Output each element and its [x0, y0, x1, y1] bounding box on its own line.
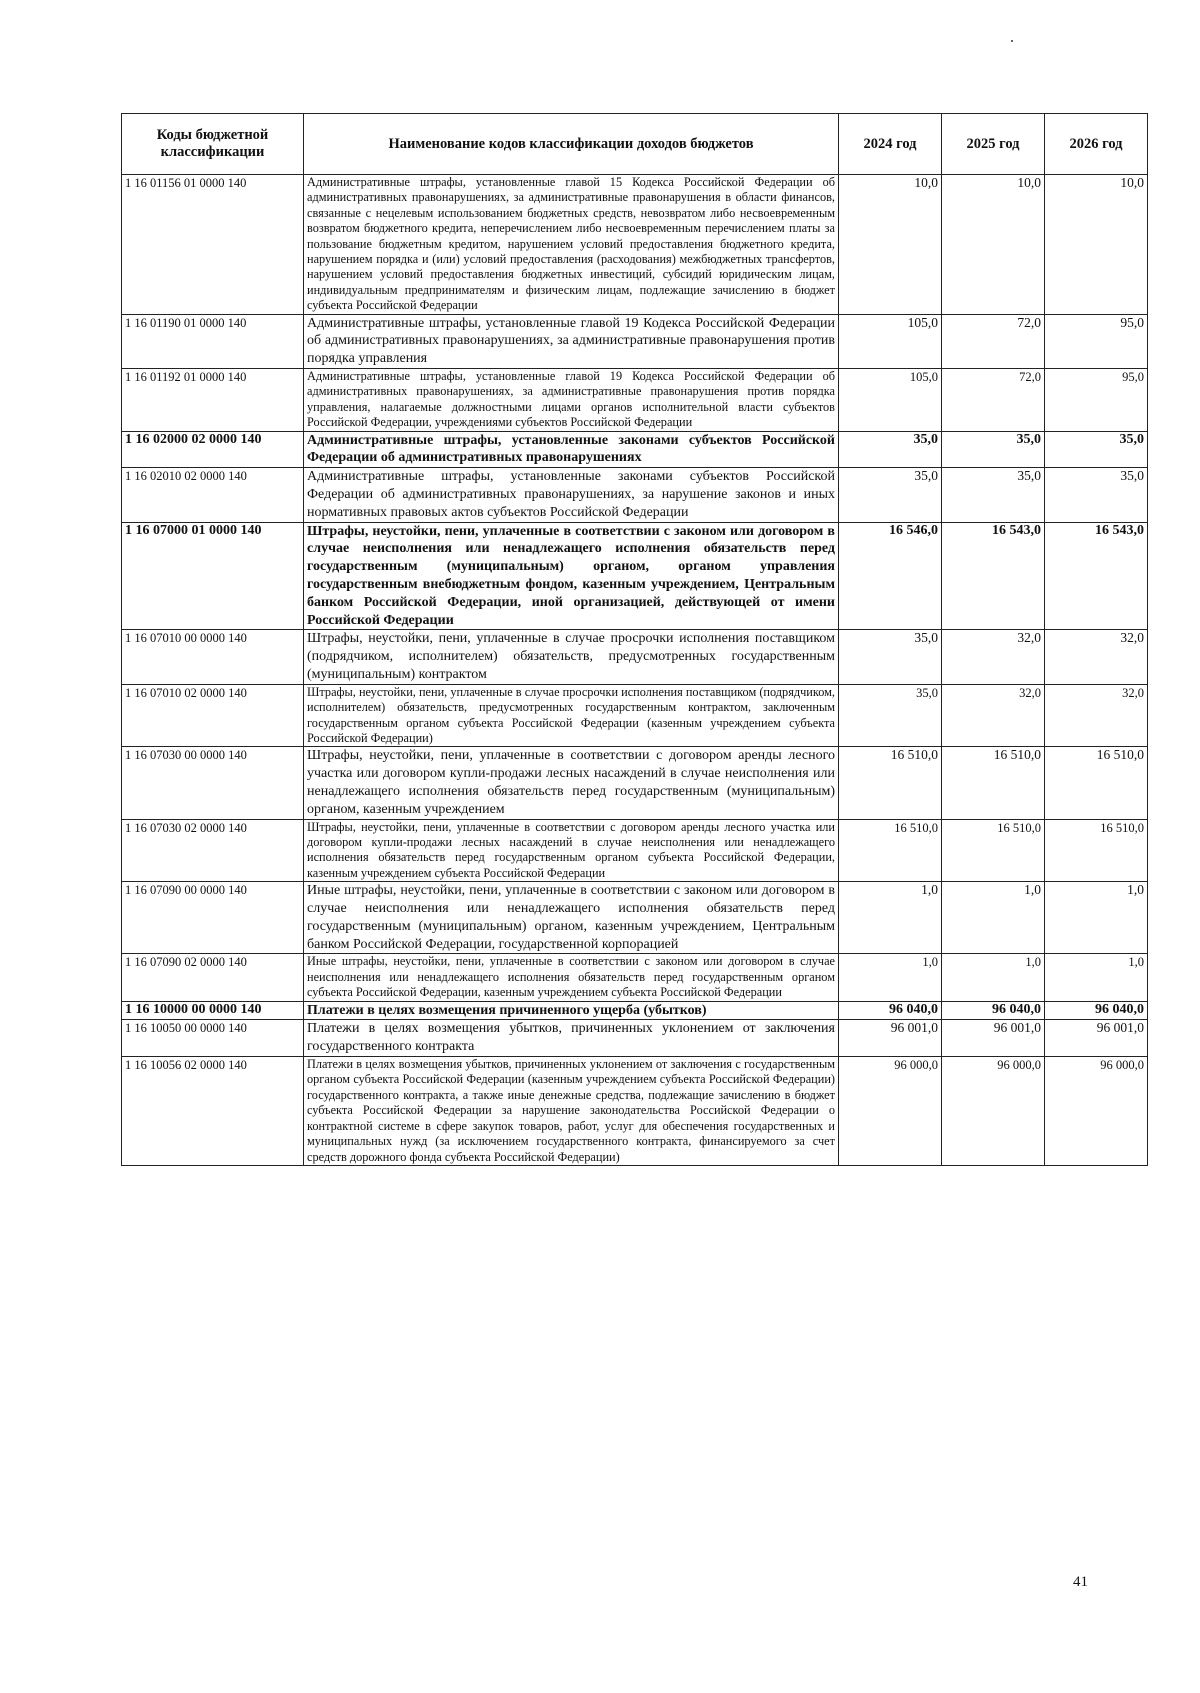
row-value-2025: 35,0 — [942, 468, 1045, 522]
table-row — [122, 819, 1148, 882]
row-value-2026: 96 040,0 — [1045, 1001, 1148, 1020]
table-row-summary — [122, 431, 1148, 468]
row-code: 1 16 07000 01 0000 140 — [122, 522, 304, 630]
row-code: 1 16 02010 02 0000 140 — [122, 468, 304, 522]
row-value-2024: 16 510,0 — [839, 819, 942, 882]
row-name: Административные штрафы, установленные главой 19 Кодекса Российской Федерации об административных правонарушениях, за административные правонарушения против порядка управления — [304, 314, 839, 368]
row-code: 1 16 07010 02 0000 140 — [122, 684, 304, 747]
row-name: Платежи в целях возмещения убытков, причиненных уклонением от заключения с государственным органом субъекта Российской Федерации (казенным учреждением субъекта Российской Федерации) государственного контракта, а также иные денежные средства, подлежащие зачислению в бюджет субъекта Российской Федерации за нарушение законодательства Российской Федерации о контрактной системе в сфере закупок товаров, работ, услуг для обеспечения государственных и муниципальных нужд (за исключением государственного контракта, финансируемого за счет средств дорожного фонда субъекта Российской Федерации) — [304, 1057, 839, 1166]
row-name: Административные штрафы, установленные законами субъектов Российской Федерации об административных правонарушениях, за нарушение законов и иных нормативных правовых актов субъектов Российской Федерации — [304, 468, 839, 522]
row-value-2024: 10,0 — [839, 175, 942, 315]
row-value-2026: 1,0 — [1045, 954, 1148, 1001]
table-row — [122, 954, 1148, 1001]
header-year-2024: 2024 год — [839, 114, 942, 175]
row-value-2026: 95,0 — [1045, 314, 1148, 368]
row-value-2024: 16 546,0 — [839, 522, 942, 630]
table-row — [122, 314, 1148, 368]
table-row — [122, 747, 1148, 819]
table-row-summary — [122, 522, 1148, 630]
table-row — [122, 1057, 1148, 1166]
row-value-2025: 32,0 — [942, 684, 1045, 747]
row-value-2024: 1,0 — [839, 882, 942, 954]
row-value-2026: 16 543,0 — [1045, 522, 1148, 630]
row-value-2026: 10,0 — [1045, 175, 1148, 315]
row-value-2025: 10,0 — [942, 175, 1045, 315]
header-code: Коды бюджетной классификации — [122, 114, 304, 175]
row-value-2024: 16 510,0 — [839, 747, 942, 819]
row-value-2025: 72,0 — [942, 314, 1045, 368]
table-row — [122, 175, 1148, 315]
row-code: 1 16 07030 02 0000 140 — [122, 819, 304, 882]
row-name: Штрафы, неустойки, пени, уплаченные в соответствии с договором аренды лесного участка или договором купли-продажи лесных насаждений в случае неисполнения или ненадлежащего исполнения обязательств перед государственным (муниципальным) органом, казенным учреждением — [304, 747, 839, 819]
row-value-2025: 96 001,0 — [942, 1020, 1045, 1057]
table-header-row — [122, 114, 1148, 175]
row-name: Платежи в целях возмещения причиненного ущерба (убытков) — [304, 1001, 839, 1020]
row-value-2024: 35,0 — [839, 630, 942, 684]
row-value-2026: 16 510,0 — [1045, 747, 1148, 819]
row-value-2024: 1,0 — [839, 954, 942, 1001]
table-row-summary — [122, 1001, 1148, 1020]
row-code: 1 16 07090 00 0000 140 — [122, 882, 304, 954]
row-value-2026: 96 001,0 — [1045, 1020, 1148, 1057]
row-code: 1 16 01190 01 0000 140 — [122, 314, 304, 368]
row-code: 1 16 07030 00 0000 140 — [122, 747, 304, 819]
table-row — [122, 369, 1148, 432]
row-value-2025: 72,0 — [942, 369, 1045, 432]
row-value-2025: 16 510,0 — [942, 747, 1045, 819]
row-value-2025: 1,0 — [942, 882, 1045, 954]
row-value-2024: 35,0 — [839, 431, 942, 468]
table-row — [122, 882, 1148, 954]
row-value-2026: 32,0 — [1045, 684, 1148, 747]
row-name: Штрафы, неустойки, пени, уплаченные в случае просрочки исполнения поставщиком (подрядчиком, исполнителем) обязательств, предусмотренных государственным контрактом, заключенным государственным органом субъекта Российской Федерации (казенным учреждением субъекта Российской Федерации) — [304, 684, 839, 747]
row-value-2026: 32,0 — [1045, 630, 1148, 684]
row-value-2024: 96 001,0 — [839, 1020, 942, 1057]
row-value-2026: 96 000,0 — [1045, 1057, 1148, 1166]
row-value-2026: 35,0 — [1045, 431, 1148, 468]
row-code: 1 16 10056 02 0000 140 — [122, 1057, 304, 1166]
row-value-2026: 1,0 — [1045, 882, 1148, 954]
row-value-2024: 35,0 — [839, 684, 942, 747]
row-value-2025: 16 510,0 — [942, 819, 1045, 882]
row-code: 1 16 01192 01 0000 140 — [122, 369, 304, 432]
row-name: Административные штрафы, установленные законами субъектов Российской Федерации об административных правонарушениях — [304, 431, 839, 468]
table-row — [122, 630, 1148, 684]
row-value-2026: 16 510,0 — [1045, 819, 1148, 882]
row-code: 1 16 10000 00 0000 140 — [122, 1001, 304, 1020]
row-code: 1 16 07090 02 0000 140 — [122, 954, 304, 1001]
row-name: Штрафы, неустойки, пени, уплаченные в соответствии с законом или договором в случае неисполнения или ненадлежащего исполнения обязательств перед государственным (муниципальным) органом, органом управления государственным внебюджетным фондом, казенным учреждением, Центральным банком Российской Федерации, иной организацией, действующей от имени Российской Федерации — [304, 522, 839, 630]
row-value-2025: 32,0 — [942, 630, 1045, 684]
row-value-2024: 96 000,0 — [839, 1057, 942, 1166]
row-code: 1 16 10050 00 0000 140 — [122, 1020, 304, 1057]
row-code: 1 16 02000 02 0000 140 — [122, 431, 304, 468]
row-code: 1 16 01156 01 0000 140 — [122, 175, 304, 315]
row-value-2025: 1,0 — [942, 954, 1045, 1001]
header-year-2026: 2026 год — [1045, 114, 1148, 175]
row-value-2024: 105,0 — [839, 314, 942, 368]
row-name: Штрафы, неустойки, пени, уплаченные в соответствии с договором аренды лесного участка или договором купли-продажи лесных насаждений в случае неисполнения или ненадлежащего исполнения обязательств перед государственным органом субъекта Российской Федерации, казенным учреждением субъекта Российской Федерации — [304, 819, 839, 882]
row-value-2024: 96 040,0 — [839, 1001, 942, 1020]
row-name: Платежи в целях возмещения убытков, причиненных уклонением от заключения государственного контракта — [304, 1020, 839, 1057]
row-name: Иные штрафы, неустойки, пени, уплаченные в соответствии с законом или договором в случае неисполнения или ненадлежащего исполнения обязательств перед государственным (муниципальным) органом, казенным учреждением, Центральным банком Российской Федерации, государственной корпорацией — [304, 882, 839, 954]
row-value-2026: 95,0 — [1045, 369, 1148, 432]
row-name: Административные штрафы, установленные главой 15 Кодекса Российской Федерации об административных правонарушениях, за административные правонарушения в области финансов, связанные с нецелевым использованием бюджетных средств, невозвратом либо несвоевременным возвратом бюджетного кредита, неперечислением либо несвоевременным перечислением платы за пользование бюджетным кредитом, нарушением условий предоставления бюджетного кредита, нарушением порядка и (или) условий предоставления (расходования) межбюджетных трансфертов, нарушением условий предоставления бюджетных инвестиций, субсидий юридическим лицам, индивидуальным предпринимателям и физическим лицам, подлежащие зачислению в бюджет субъекта Российской Федерации — [304, 175, 839, 315]
row-value-2025: 16 543,0 — [942, 522, 1045, 630]
header-name: Наименование кодов классификации доходов бюджетов — [304, 114, 839, 175]
row-name: Административные штрафы, установленные главой 19 Кодекса Российской Федерации об административных правонарушениях, за административные правонарушения против порядка управления, налагаемые должностными лицами органов исполнительной власти субъектов Российской Федерации, учреждениями субъектов Российской Федерации — [304, 369, 839, 432]
row-value-2024: 105,0 — [839, 369, 942, 432]
budget-revenue-table — [121, 113, 1148, 1166]
row-value-2024: 35,0 — [839, 468, 942, 522]
table-row — [122, 1020, 1148, 1057]
table-row — [122, 468, 1148, 522]
row-name: Иные штрафы, неустойки, пени, уплаченные в соответствии с законом или договором в случае неисполнения или ненадлежащего исполнения обязательств перед государственным органом субъекта Российской Федерации, казенным учреждением субъекта Российской Федерации — [304, 954, 839, 1001]
scan-artifact-dot — [1011, 40, 1013, 42]
row-value-2026: 35,0 — [1045, 468, 1148, 522]
row-value-2025: 96 040,0 — [942, 1001, 1045, 1020]
table-row — [122, 684, 1148, 747]
row-value-2025: 35,0 — [942, 431, 1045, 468]
page-number: 41 — [1073, 1574, 1088, 1590]
row-value-2025: 96 000,0 — [942, 1057, 1045, 1166]
row-name: Штрафы, неустойки, пени, уплаченные в случае просрочки исполнения поставщиком (подрядчиком, исполнителем) обязательств, предусмотренных государственным (муниципальным) контрактом — [304, 630, 839, 684]
header-year-2025: 2025 год — [942, 114, 1045, 175]
row-code: 1 16 07010 00 0000 140 — [122, 630, 304, 684]
